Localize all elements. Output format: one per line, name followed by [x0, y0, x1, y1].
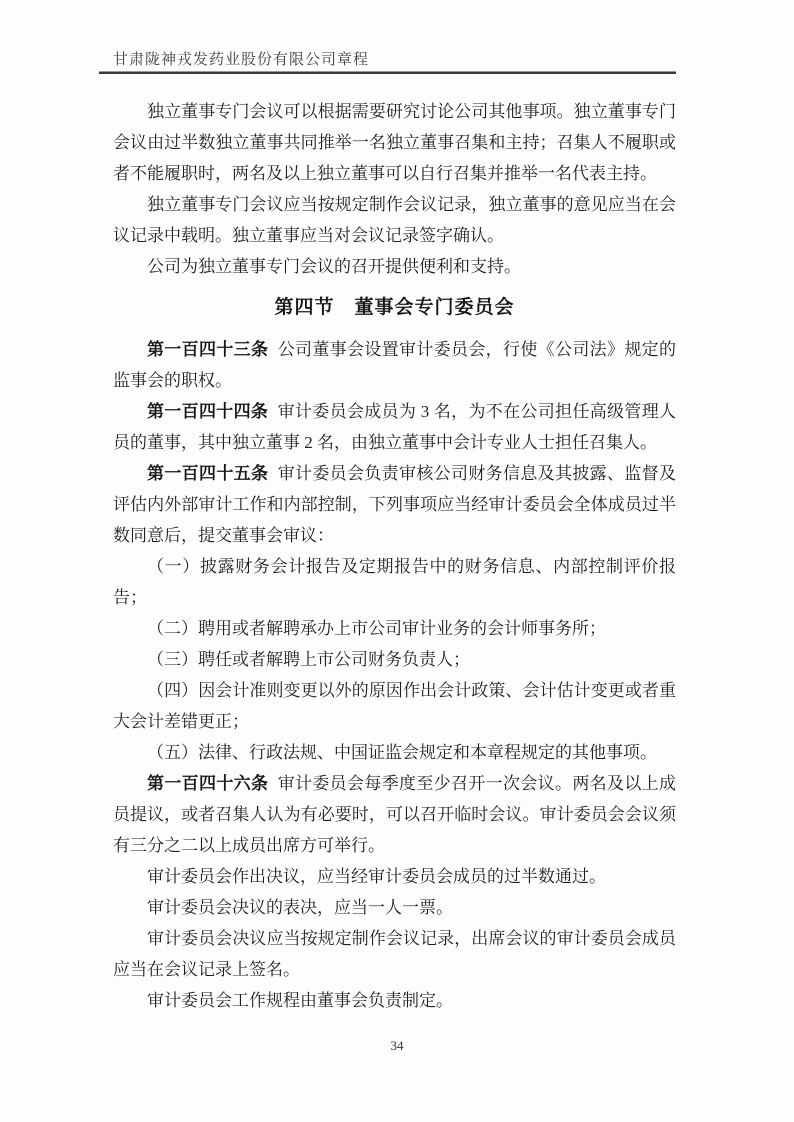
paragraph: 审计委员会工作规程由董事会负责制定。: [147, 991, 453, 1010]
article-number: 第一百四十四条: [147, 402, 269, 421]
section-heading: 第四节 董事会专门委员会: [274, 297, 515, 318]
list-item: （二）聘用或者解聘承办上市公司审计业务的会计师事务所；: [147, 619, 606, 638]
article-paragraph: [113, 396, 676, 458]
paragraph: 独立董事专门会议可以根据需要研究讨论公司其他事项。独立董事专门会议由过半数独立董事共同推举一名独立董事召集和主持；召集人不履职或者不能履职时，两名及以上独立董事可以自行召集并推举一名代表主持。: [113, 102, 676, 183]
paragraph: 独立董事专门会议应当按规定制作会议记录，独立董事的意见应当在会议记录中载明。独立董事应当对会议记录签字确认。: [113, 195, 676, 245]
paragraph: 审计委员会决议应当按规定制作会议记录，出席会议的审计委员会成员应当在会议记录上签名。: [113, 929, 676, 979]
document-body: [113, 96, 676, 1016]
page-number: 34: [390, 1038, 404, 1053]
header-divider: [99, 71, 676, 74]
header-title: 甘肃陇神戎发药业股份有限公司章程: [113, 52, 370, 68]
article-paragraph: [113, 334, 676, 396]
article-text: 审计委员会每季度至少召开一次会议。两名及以上成员提议，或者召集人认为有必要时，可以召开临时会议。审计委员会会议须有三分之二以上成员出席方可举行。: [113, 774, 677, 855]
article-number: 第一百四十五条: [147, 464, 269, 483]
paragraph: 公司为独立董事专门会议的召开提供便利和支持。: [147, 257, 521, 276]
list-item: （一）披露财务会计报告及定期报告中的财务信息、内部控制评价报告；: [113, 557, 676, 607]
article-text: 审计委员会成员为 3 名，为不在公司担任高级管理人员的董事，其中独立董事 2 名，由独立董事中会计专业人士担任召集人。: [113, 402, 677, 452]
paragraph: 审计委员会决议的表决，应当一人一票。: [147, 898, 453, 917]
list-item: （四）因会计准则变更以外的原因作出会计政策、会计估计变更或者重大会计差错更正；: [113, 681, 676, 731]
list-item: （五）法律、行政法规、中国证监会规定和本章程规定的其他事项。: [147, 743, 657, 762]
article-number: 第一百四十三条: [147, 340, 269, 359]
article-text: 审计委员会负责审核公司财务信息及其披露、监督及评估内外部审计工作和内部控制，下列事项应当经审计委员会全体成员过半数同意后，提交董事会审议：: [113, 464, 677, 545]
article-number: 第一百四十六条: [147, 774, 269, 793]
article-paragraph: [113, 458, 676, 551]
paragraph: 审计委员会作出决议，应当经审计委员会成员的过半数通过。: [147, 867, 606, 886]
article-text: 公司董事会设置审计委员会，行使《公司法》规定的监事会的职权。: [113, 340, 677, 390]
article-paragraph: [113, 768, 676, 861]
list-item: （三）聘任或者解聘上市公司财务负责人；: [147, 650, 470, 669]
